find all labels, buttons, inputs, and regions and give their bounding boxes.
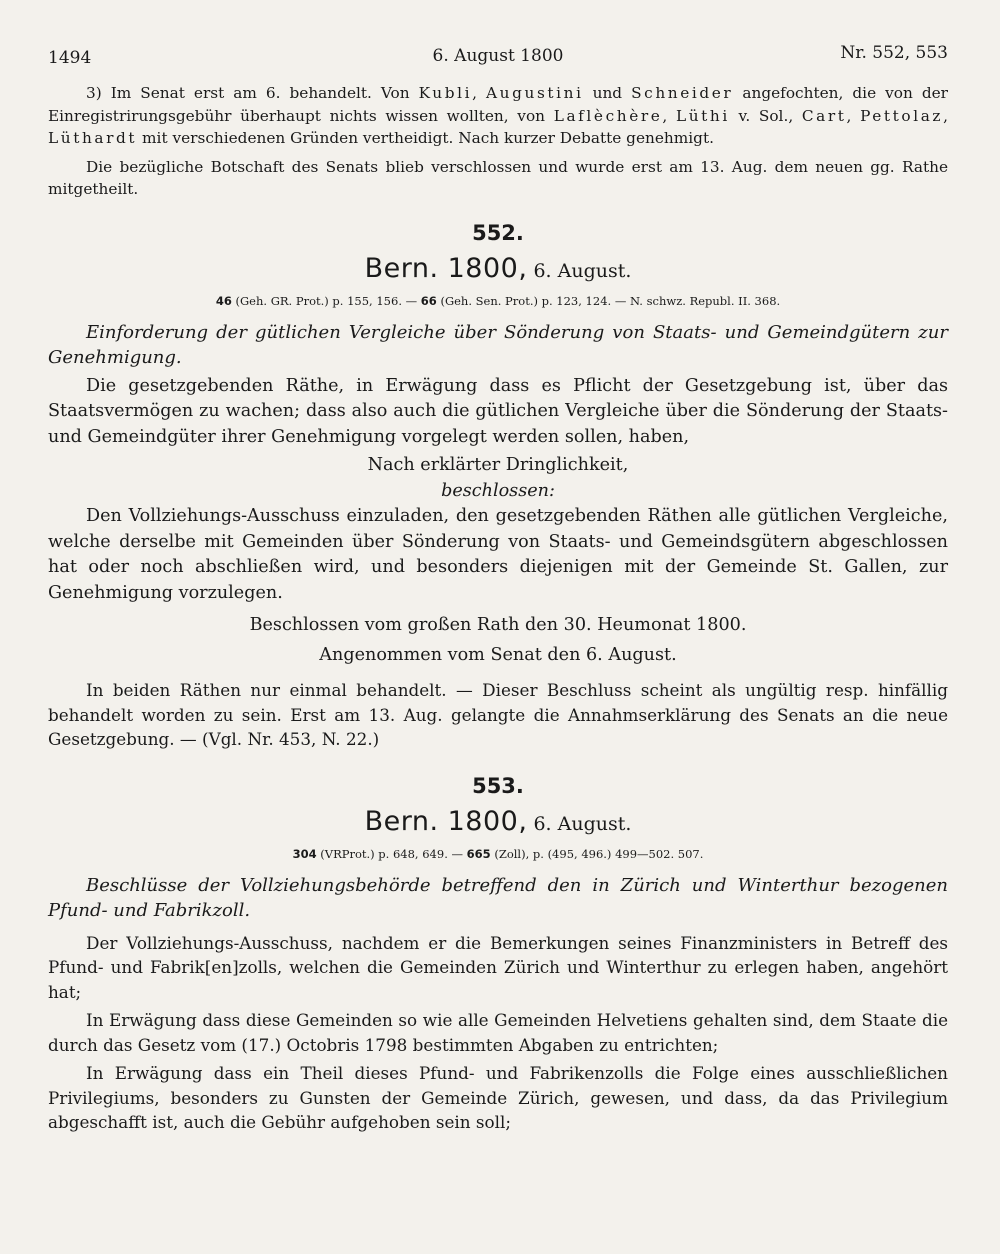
doc-place-year: Bern. 1800,	[364, 252, 528, 284]
doc-urgency: Nach erklärter Dringlichkeit,	[367, 455, 629, 475]
doc-resolved: beschlossen:	[441, 481, 555, 501]
doc-subject: Einforderung der gütlichen Vergleiche über Sönderung von Staats- und Gemeindgütern zur Genehmigung.	[48, 321, 948, 368]
footnote-3: 3) Im Senat erst am 6. behandelt. Von Kubli, Augustini und Schneider angefochten, die von der Einregistrirungsgebühr überhaupt nichts wissen wollten, von Laflèchère, Lüthi v. Sol., Cart, Pettolaz, Lüthardt mit verschiedenen Gründen vertheidigt. Nach kurzer Debatte genehmigt.	[48, 84, 948, 147]
doc-day: 6. August.	[533, 259, 632, 282]
doc-day: 6. August.	[533, 812, 632, 835]
doc-sources: 304 (VRProt.) p. 648, 649. — 665 (Zoll), p. (495, 496.) 499—502. 507.	[292, 846, 704, 861]
running-head	[48, 40, 948, 70]
doc-place-year: Bern. 1800,	[364, 805, 528, 837]
document-page	[48, 40, 948, 1135]
doc-dateline	[48, 806, 948, 837]
doc-paragraph-2: In Erwägung dass diese Gemeinden so wie alle Gemeinden Helvetiens gehalten sind, dem Staate die durch das Gesetz vom (17.) Octobris 1798 bestimmten Abgaben zu entrichten;	[48, 1010, 948, 1055]
doc-note: In beiden Räthen nur einmal behandelt. — Dieser Beschluss scheint als ungültig resp. hinfällig behandelt worden zu sein. Erst am 13. Aug. gelangte die Annahmserklärung des Senats an die neue Gesetzgebung. — (Vgl. Nr. 453, N. 22.)	[48, 680, 948, 749]
doc-number: 552.	[472, 220, 524, 245]
header-date: 6. August 1800	[432, 46, 564, 66]
doc-preamble: Die gesetzgebenden Räthe, in Erwägung dass es Pflicht der Gesetzgebung ist, über das Staatsvermögen zu wachen; dass also auch die gütlichen Vergleiche über die Sönderung der Staats- und Gemeindgüter ihrer Genehmigung vorgelegt werden sollen, haben,	[48, 375, 948, 447]
doc-552	[48, 221, 948, 752]
doc-sources: 46 (Geh. GR. Prot.) p. 155, 156. — 66 (Geh. Sen. Prot.) p. 123, 124. — N. schwz. Republ. II. 368.	[215, 293, 781, 308]
doc-dateline	[48, 253, 948, 284]
doc-subject: Beschlüsse der Vollziehungsbehörde betreffend den in Zürich und Winterthur bezogenen Pfund- und Fabrikzoll.	[48, 874, 948, 921]
doc-553	[48, 774, 948, 1135]
doc-paragraph-3: In Erwägung dass ein Theil dieses Pfund- und Fabrikenzolls die Folge eines ausschließlichen Privilegiums, besonders zu Gunsten der Gemeinde Zürich, gewesen, und dass, da das Privilegium abgeschafft ist, auch die Gebühr aufgehoben sein soll;	[48, 1063, 948, 1132]
footnote-3-continued: Die bezügliche Botschaft des Senats blieb verschlossen und wurde erst am 13. Aug. dem neuen gg. Rathe mitgetheilt.	[48, 157, 948, 198]
doc-decision: Den Vollziehungs-Ausschuss einzuladen, den gesetzgebenden Räthen alle gütlichen Vergleiche, welche derselbe mit Gemeinden über Sönderung von Staats- und Gemeindsgütern abgeschlossen hat oder noch abschließen wird, und besonders diejenigen mit der Gemeinde St. Gallen, zur Genehmigung vorzulegen.	[48, 506, 948, 603]
doc-passed-council: Beschlossen vom großen Rath den 30. Heumonat 1800.	[249, 615, 747, 635]
page-number: 1494	[48, 48, 92, 68]
doc-paragraph-1: Der Vollziehungs-Ausschuss, nachdem er die Bemerkungen seines Finanzministers in Betreff des Pfund- und Fabrik[en]zolls, welchen die Gemeinden Zürich und Winterthur zu erlegen haben, angehört hat;	[48, 932, 948, 1002]
doc-accepted-senate: Angenommen vom Senat den 6. August.	[319, 645, 677, 665]
header-doc-numbers: Nr. 552, 553	[840, 43, 948, 63]
doc-number: 553.	[472, 773, 524, 798]
